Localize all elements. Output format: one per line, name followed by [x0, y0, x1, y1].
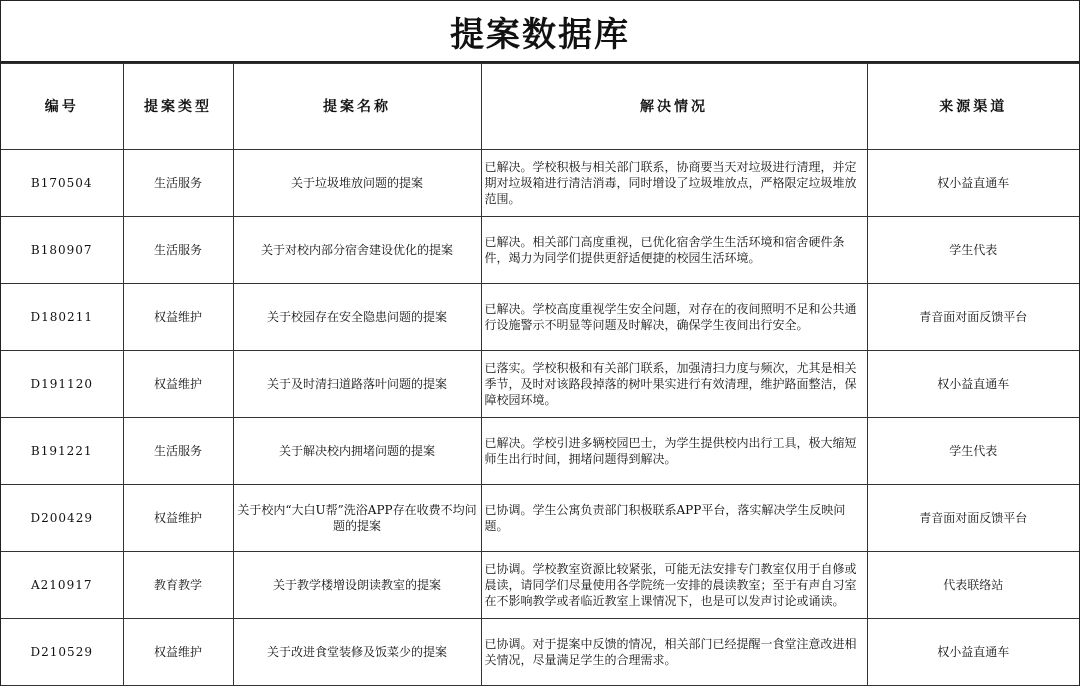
title-bar [1, 0, 1079, 63]
cell-resolution: 已协调。学生公寓负责部门积极联系APP平台，落实解决学生反映问题。 [481, 485, 867, 552]
cell-id: D180211 [1, 284, 123, 351]
cell-source: 青音面对面反馈平台 [867, 284, 1079, 351]
cell-id: B180907 [1, 217, 123, 284]
cell-source: 青音面对面反馈平台 [867, 485, 1079, 552]
cell-id: D210529 [1, 619, 123, 686]
cell-id: D200429 [1, 485, 123, 552]
table-row [1, 284, 1079, 351]
cell-type: 权益维护 [123, 619, 233, 686]
table-row [1, 485, 1079, 552]
cell-resolution: 已解决。学校引进多辆校园巴士，为学生提供校内出行工具，极大缩短师生出行时间，拥堵问题得到解决。 [481, 418, 867, 485]
cell-type: 生活服务 [123, 217, 233, 284]
table-row [1, 351, 1079, 418]
cell-type: 权益维护 [123, 351, 233, 418]
cell-type: 权益维护 [123, 485, 233, 552]
cell-resolution: 已落实。学校积极和有关部门联系，加强清扫力度与频次，尤其是相关季节，及时对该路段掉落的树叶果实进行有效清理，维护路面整洁，保障校园环境。 [481, 351, 867, 418]
column-header-id: 编号 [1, 64, 123, 150]
cell-source: 代表联络站 [867, 552, 1079, 619]
table-header-row [1, 64, 1079, 150]
cell-name: 关于教学楼增设朗读教室的提案 [233, 552, 481, 619]
proposal-table [1, 63, 1079, 686]
cell-name: 关于校园存在安全隐患问题的提案 [233, 284, 481, 351]
cell-type: 权益维护 [123, 284, 233, 351]
cell-type: 教育教学 [123, 552, 233, 619]
cell-resolution: 已协调。学校教室资源比较紧张，可能无法安排专门教室仅用于自修或晨读，请同学们尽量使用各学院统一安排的晨读教室；至于有声自习室在不影响教学或者临近教室上课情况下，也是可以发声讨论或诵读。 [481, 552, 867, 619]
column-header-name: 提案名称 [233, 64, 481, 150]
cell-source: 权小益直通车 [867, 351, 1079, 418]
cell-name: 关于解决校内拥堵问题的提案 [233, 418, 481, 485]
cell-id: A210917 [1, 552, 123, 619]
cell-resolution: 已协调。对于提案中反馈的情况，相关部门已经提醒一食堂注意改进相关情况，尽量满足学生的合理需求。 [481, 619, 867, 686]
cell-source: 学生代表 [867, 217, 1079, 284]
cell-name: 关于垃圾堆放问题的提案 [233, 150, 481, 217]
table-row [1, 217, 1079, 284]
cell-resolution: 已解决。学校高度重视学生安全问题，对存在的夜间照明不足和公共通行设施警示不明显等问题及时解决，确保学生夜间出行安全。 [481, 284, 867, 351]
column-header-source: 来源渠道 [867, 64, 1079, 150]
cell-resolution: 已解决。相关部门高度重视，已优化宿舍学生生活环境和宿舍硬件条件，竭力为同学们提供更舒适便捷的校园生活环境。 [481, 217, 867, 284]
cell-name: 关于对校内部分宿舍建设优化的提案 [233, 217, 481, 284]
cell-name: 关于改进食堂装修及饭菜少的提案 [233, 619, 481, 686]
cell-source: 权小益直通车 [867, 619, 1079, 686]
page-title: 提案数据库 [450, 14, 630, 55]
cell-id: D191120 [1, 351, 123, 418]
table-row [1, 418, 1079, 485]
table-row [1, 150, 1079, 217]
column-header-resolution: 解决情况 [481, 64, 867, 150]
cell-name: 关于校内“大白U帮”洗浴APP存在收费不均问题的提案 [233, 485, 481, 552]
cell-type: 生活服务 [123, 418, 233, 485]
table-row [1, 619, 1079, 686]
cell-type: 生活服务 [123, 150, 233, 217]
cell-source: 权小益直通车 [867, 150, 1079, 217]
cell-name: 关于及时清扫道路落叶问题的提案 [233, 351, 481, 418]
cell-id: B191221 [1, 418, 123, 485]
cell-id: B170504 [1, 150, 123, 217]
table-row [1, 552, 1079, 619]
column-header-type: 提案类型 [123, 64, 233, 150]
cell-source: 学生代表 [867, 418, 1079, 485]
cell-resolution: 已解决。学校积极与相关部门联系，协商要当天对垃圾进行清理，并定期对垃圾箱进行清洁消毒，同时增设了垃圾堆放点，严格限定垃圾堆放范围。 [481, 150, 867, 217]
